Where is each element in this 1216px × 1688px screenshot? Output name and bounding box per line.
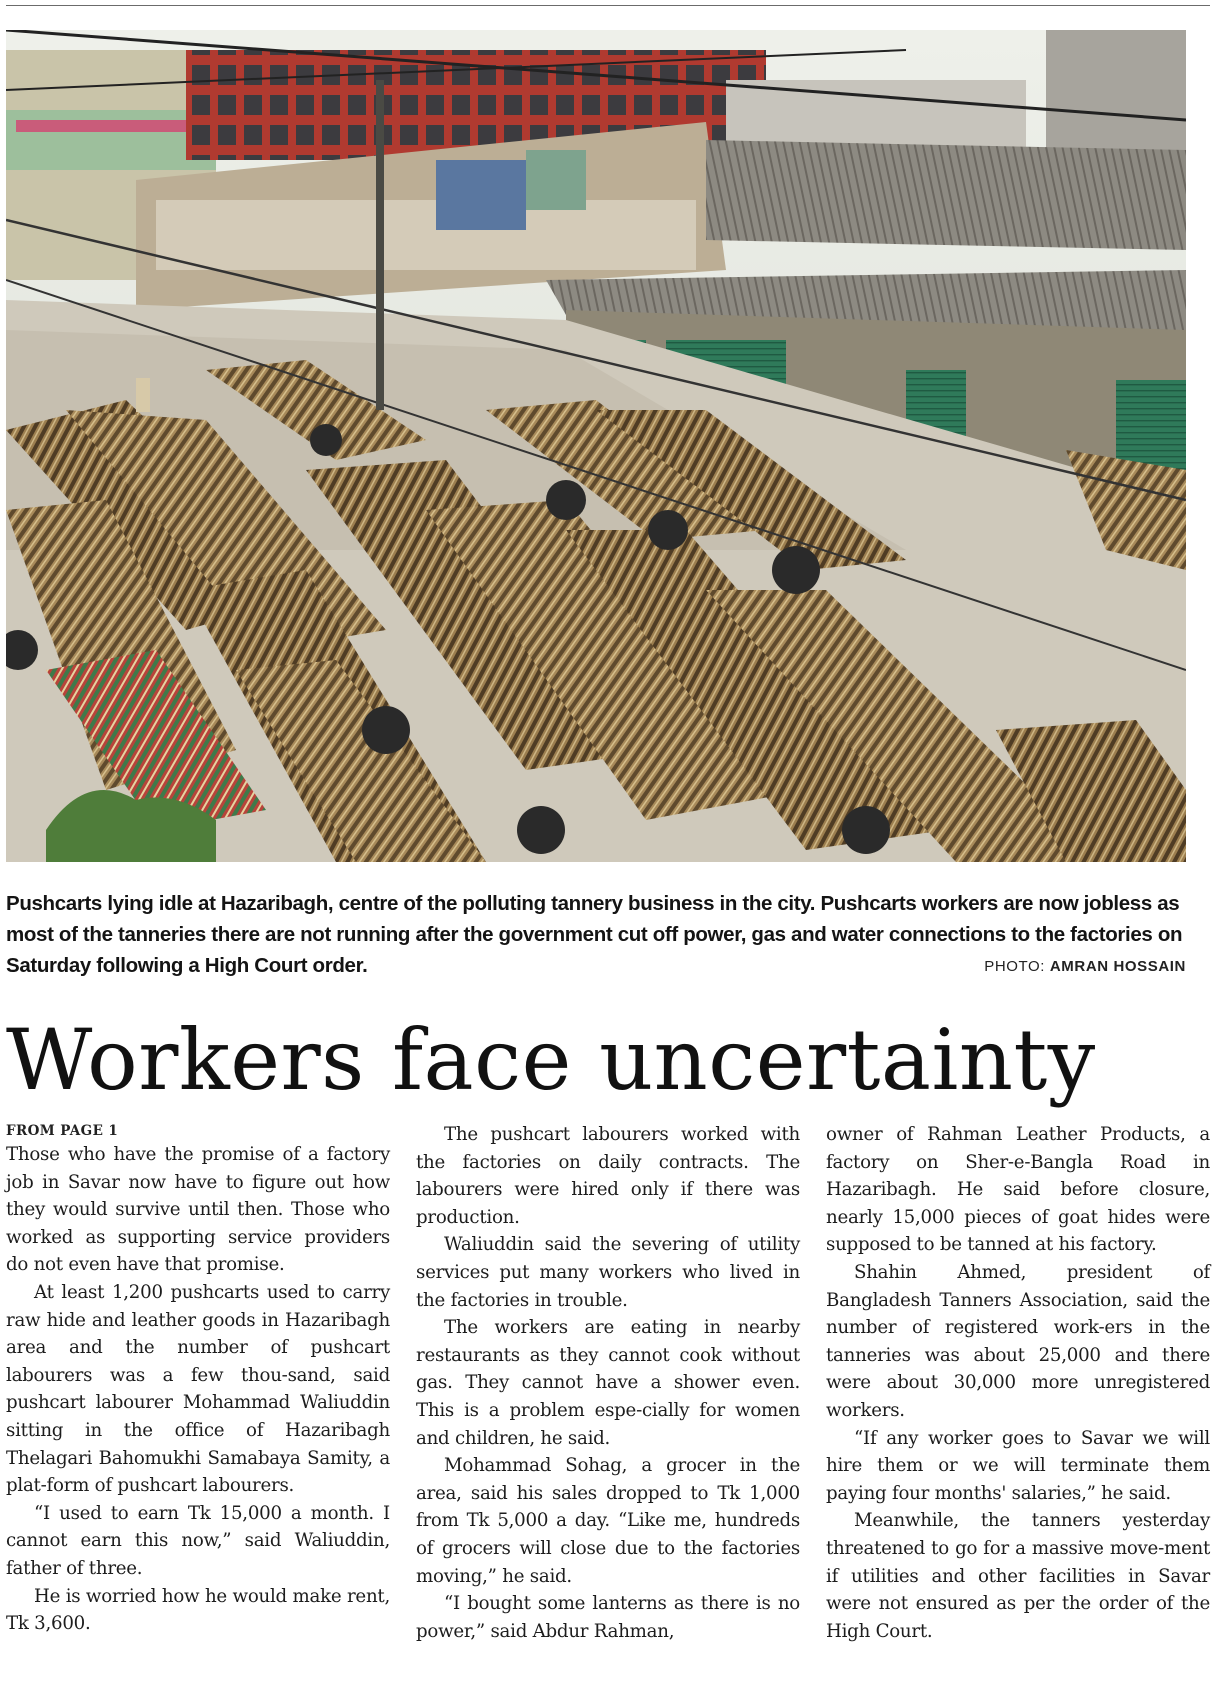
continued-from-kicker: FROM PAGE 1 xyxy=(6,1123,119,1139)
paragraph: “If any worker goes to Savar we will hire them or we will terminate them paying four months' salaries,” he said. xyxy=(826,1427,1210,1504)
photo-credit-name: AMRAN HOSSAIN xyxy=(1049,958,1186,975)
article-column-1 xyxy=(6,1121,390,1638)
paragraph: At least 1,200 pushcarts used to carry raw hide and leather goods in Hazaribagh area and the number of pushcart labourers was a few thou-sand, said pushcart labourer Mohammad Waliuddin sitting in the office of Hazaribagh Thelagari Bahomukhi Samabaya Samity, a plat-form of pushcart labourers. xyxy=(6,1281,390,1497)
paragraph: Meanwhile, the tanners yesterday threatened to go for a massive move-ment if utilities and other facilities in Savar were not ensured as per the order of the High Court. xyxy=(826,1510,1210,1642)
paragraph: owner of Rahman Leather Products, a factory on Sher-e-Bangla Road in Hazaribagh. He said before closure, nearly 15,000 pieces of goat hides were supposed to be tanned at his factory. xyxy=(826,1124,1210,1256)
paragraph: “I bought some lanterns as there is no power,” said Abdur Rahman, xyxy=(416,1593,800,1642)
photo-credit xyxy=(984,958,1186,975)
news-photo xyxy=(6,30,1186,862)
paragraph: “I used to earn Tk 15,000 a month. I cannot earn this now,” said Waliuddin, father of three. xyxy=(6,1502,390,1579)
paragraph: Waliuddin said the severing of utility services put many workers who lived in the factories in trouble. xyxy=(416,1234,800,1311)
article-column-2 xyxy=(416,1121,800,1645)
paragraph: Those who have the promise of a factory job in Savar now have to figure out how they would survive until then. Those who worked as supporting service providers do not even have that promise. xyxy=(6,1144,390,1276)
paragraph: Shahin Ahmed, president of Bangladesh Tanners Association, said the number of registered work-ers in the tanneries was about 25,000 and there were about 30,000 more unregistered workers. xyxy=(826,1261,1210,1421)
paragraph: Mohammad Sohag, a grocer in the area, said his sales dropped to Tk 1,000 from Tk 5,000 a day. “Like me, hundreds of grocers will close due to the factories moving,” he said. xyxy=(416,1455,800,1587)
photo-credit-label: PHOTO: xyxy=(984,958,1046,975)
article-column-3 xyxy=(826,1121,1210,1645)
paragraph: He is worried how he would make rent, Tk 3,600. xyxy=(6,1585,390,1635)
photo-caption: Pushcarts lying idle at Hazaribagh, centre of the polluting tannery business in the city. Pushcarts workers are now jobless as most of the tanneries there are not running after the government cut off power, gas and water connections to the factories on Saturday following a High Court order. xyxy=(6,892,1183,977)
paragraph: The workers are eating in nearby restaurants as they cannot cook without gas. They cannot have a shower even. This is a problem espe-cially for women and children, he said. xyxy=(416,1317,800,1449)
paragraph: The pushcart labourers worked with the factories on daily contracts. The labourers were hired only if there was production. xyxy=(416,1124,800,1228)
headline: Workers face uncertainty xyxy=(6,1011,1096,1109)
top-rule xyxy=(6,5,1210,6)
